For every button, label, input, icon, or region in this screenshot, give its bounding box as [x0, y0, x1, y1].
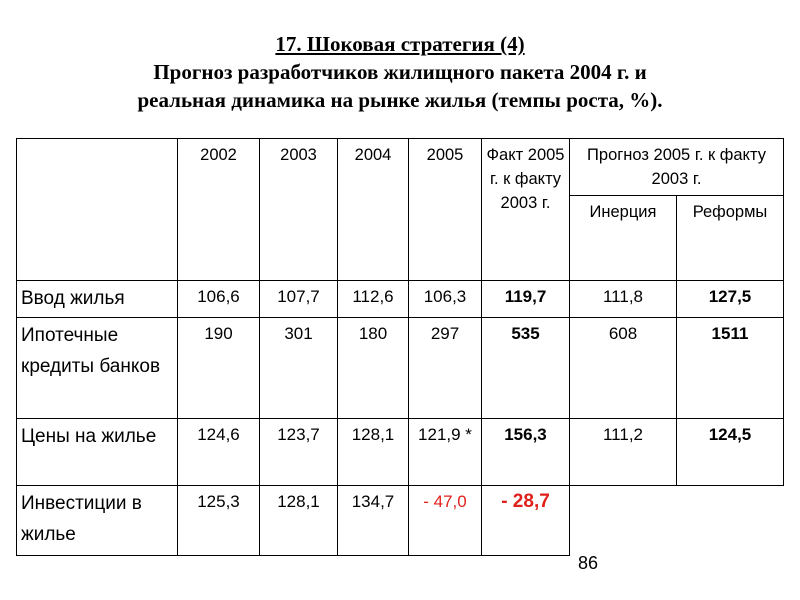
title-line-3: реальная динамика на рынке жилья (темпы роста, %). [137, 88, 663, 112]
cell-fact: - 28,7 [482, 486, 570, 556]
header-reforms: Реформы [677, 196, 784, 281]
title-line-1: 17. Шоковая стратегия (4) [275, 32, 525, 56]
table-row [17, 486, 784, 556]
cell-2003: 128,1 [260, 486, 338, 556]
header-fact: Факт 2005 г. к факту 2003 г. [482, 139, 570, 281]
cell-2004: 112,6 [338, 281, 409, 318]
cell-fact: 156,3 [482, 419, 570, 486]
cell-2005: - 47,0 [409, 486, 482, 556]
header-inertia: Инерция [570, 196, 677, 281]
cell-reforms [677, 486, 784, 556]
page-number: 86 [578, 553, 599, 573]
cell-2005: 106,3 [409, 281, 482, 318]
header-empty-cell [17, 139, 178, 281]
header-2004: 2004 [338, 139, 409, 281]
cell-2003: 107,7 [260, 281, 338, 318]
row-label: Цены на жилье [17, 419, 178, 486]
cell-inertia: 608 [570, 318, 677, 419]
cell-fact: 535 [482, 318, 570, 419]
row-label: Инвестиции в жилье [17, 486, 178, 556]
table-row [17, 281, 784, 318]
cell-2003: 123,7 [260, 419, 338, 486]
header-2003: 2003 [260, 139, 338, 281]
cell-2004: 180 [338, 318, 409, 419]
cell-2002: 125,3 [178, 486, 260, 556]
cell-reforms: 1511 [677, 318, 784, 419]
table-row [17, 419, 784, 486]
cell-reforms: 124,5 [677, 419, 784, 486]
cell-2005: 297 [409, 318, 482, 419]
cell-2002: 190 [178, 318, 260, 419]
cell-fact: 119,7 [482, 281, 570, 318]
housing-forecast-table [16, 138, 784, 556]
row-label: Ипотечные кредиты банков [17, 318, 178, 419]
cell-inertia: 111,2 [570, 419, 677, 486]
slide-title [0, 30, 800, 114]
cell-2005: 121,9 * [409, 419, 482, 486]
row-label: Ввод жилья [17, 281, 178, 318]
table-row [17, 318, 784, 419]
header-forecast: Прогноз 2005 г. к факту 2003 г. [570, 139, 784, 196]
cell-2003: 301 [260, 318, 338, 419]
cell-2004: 128,1 [338, 419, 409, 486]
cell-2002: 106,6 [178, 281, 260, 318]
cell-2004: 134,7 [338, 486, 409, 556]
header-2005: 2005 [409, 139, 482, 281]
header-2002: 2002 [178, 139, 260, 281]
title-line-2: Прогноз разработчиков жилищного пакета 2004 г. и [153, 60, 647, 84]
cell-inertia: 111,8 [570, 281, 677, 318]
cell-inertia [570, 486, 677, 556]
cell-2002: 124,6 [178, 419, 260, 486]
cell-reforms: 127,5 [677, 281, 784, 318]
